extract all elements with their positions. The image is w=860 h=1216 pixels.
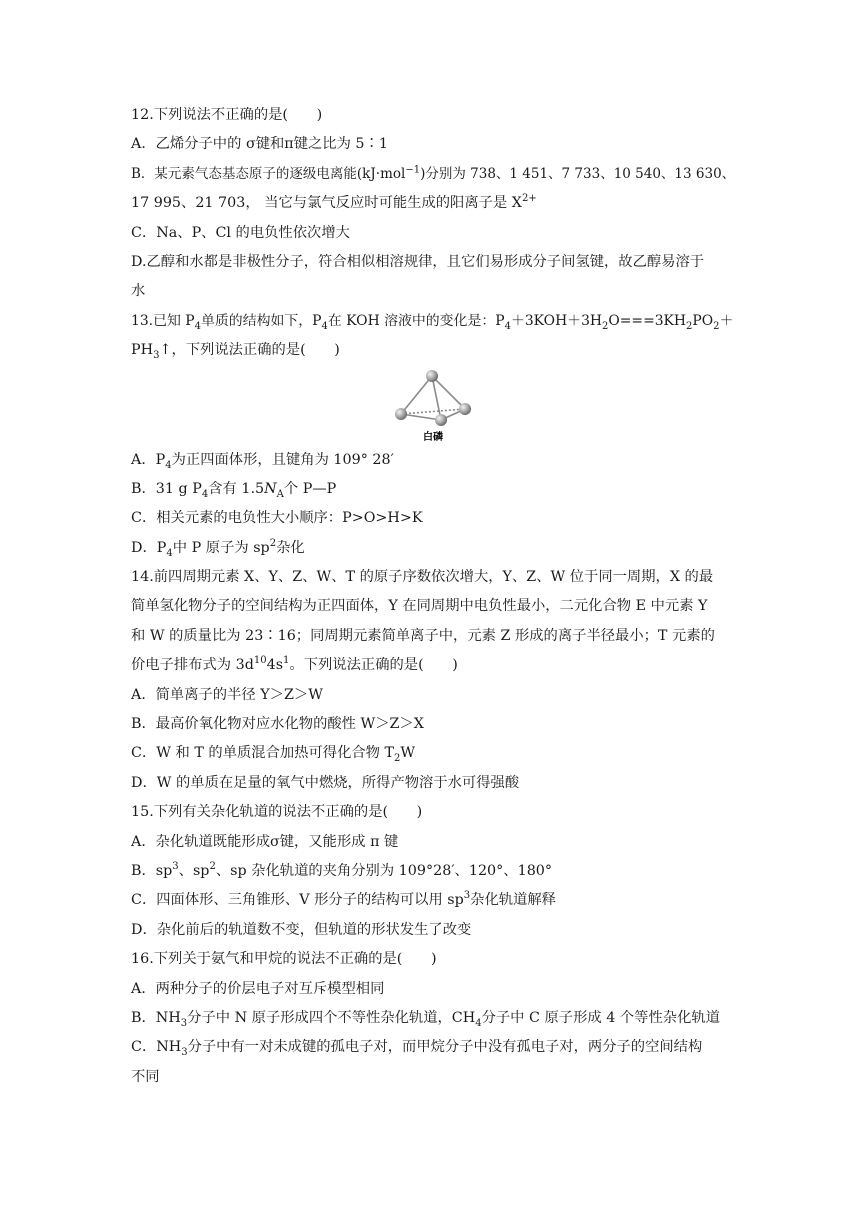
q16-option-a: A．两种分子的价层电子对互斥模型相同 <box>131 980 385 997</box>
p4-tetrahedron-diagram <box>389 366 479 446</box>
q13-option-b: B．31 g $P_4$含有 $1.5N_A$个 P—P <box>131 480 337 500</box>
q14-option-c: C．W 和 T 的单质混合加热可得化合物 $T_2W$ <box>131 745 416 765</box>
q16-stem: 16.下列关于氨气和甲烷的说法不正确的是( ) <box>131 951 437 968</box>
q16-option-b: B．$NH_3$分子中 N 原子形成四个不等性杂化轨道，$CH_4$分子中 C 原子形成 4 个等性杂化轨道 <box>131 1009 720 1029</box>
q13-stem-line2: $PH_3↑$，下列说法正确的是( ) <box>131 342 340 361</box>
q15-option-a: A．杂化轨道既能形成σ键，又能形成 π 键 <box>131 833 399 850</box>
q12-option-d-line1: D.乙醇和水都是非极性分子，符合相似相溶规律，且它们易形成分子间氢键，故乙醇易溶于 <box>131 253 705 270</box>
q15-option-b: B．$sp^3$、$sp^2$、sp 杂化轨道的夹角分别为 109°28′、120°、180° <box>131 861 553 879</box>
q12-option-a: A．乙烯分子中的 σ键和π键之比为 5∶1 <box>131 136 388 153</box>
q14-stem-line3: 和 W 的质量比为 23∶16；同周期元素简单离子中，元素 Z 形成的离子半径最小；T 元素的 <box>131 627 715 644</box>
question-list <box>131 101 741 1092</box>
q13-option-a: A．$P_4$为正四面体形，且键角为 109° 28′ <box>131 451 394 471</box>
q12-stem: 12.下列说法不正确的是( ) <box>131 107 323 123</box>
figure-caption: 白磷 <box>423 431 443 443</box>
q15-option-c: C．四面体形、三角锥形、V 形分子的结构可以用 $sp^3$杂化轨道解释 <box>131 890 556 909</box>
q12-option-b-line2: 17 995、21 703， 当它与氯气反应时可能生成的阳离子是 $X^{2+}$ <box>131 193 537 212</box>
white-phosphorus-figure <box>131 366 741 446</box>
phosphorus-atoms <box>395 370 471 426</box>
q14-option-b: B．最高价氧化物对应水化物的酸性 W＞Z＞X <box>131 716 424 733</box>
q14-stem-line4: 价电子排布式为 $3d^{10}4s^1$。下列说法正确的是( ) <box>131 655 458 674</box>
q16-option-c-line2: 不同 <box>131 1068 160 1085</box>
q13-stem-line1: 13.已知 $P_4$单质的结构如下，$P_4$在 KOH 溶液中的变化是：$P_4+3KOH+3H_2O===3KH_2PO_2+$ <box>131 312 734 332</box>
q14-stem-line1: 14.前四周期元素 X、Y、Z、W、T 的原子序数依次增大，Y、Z、W 位于同一周期，X 的最 <box>131 569 714 586</box>
p-p-bonds <box>401 376 465 420</box>
q16-option-c-line1: C．$NH_3$分子中有一对未成键的孤电子对，而甲烷分子中没有孤电子对，两分子的空间结构 <box>131 1039 703 1059</box>
q15-stem: 15.下列有关杂化轨道的说法不正确的是( ) <box>131 804 423 821</box>
q12-option-b-line1: B．某元素气态基态原子的逐级电离能(kJ·mol$^{-1}$)分别为 738、1 451、7 733、10 540、13 630、 <box>131 164 736 182</box>
q12-option-d-line2: 水 <box>131 283 146 300</box>
q14-option-a: A．简单离子的半径 Y＞Z＞W <box>131 686 323 703</box>
q13-option-d: D．$P_4$中 P 原子为 $sp^2$杂化 <box>131 537 305 559</box>
q14-stem-line2: 简单氢化物分子的空间结构为正四面体，Y 在同周期中电负性最小，二元化合物 E 中元素 Y <box>131 598 708 615</box>
q12-option-c: C．Na、P、Cl 的电负性依次增大 <box>131 224 350 241</box>
q13-option-c: C．相关元素的电负性大小顺序：P>O>H>K <box>131 510 423 527</box>
q15-option-d: D．杂化前后的轨道数不变，但轨道的形状发生了改变 <box>131 921 472 938</box>
q14-option-d: D．W 的单质在足量的氧气中燃烧，所得产物溶于水可得强酸 <box>131 774 520 791</box>
